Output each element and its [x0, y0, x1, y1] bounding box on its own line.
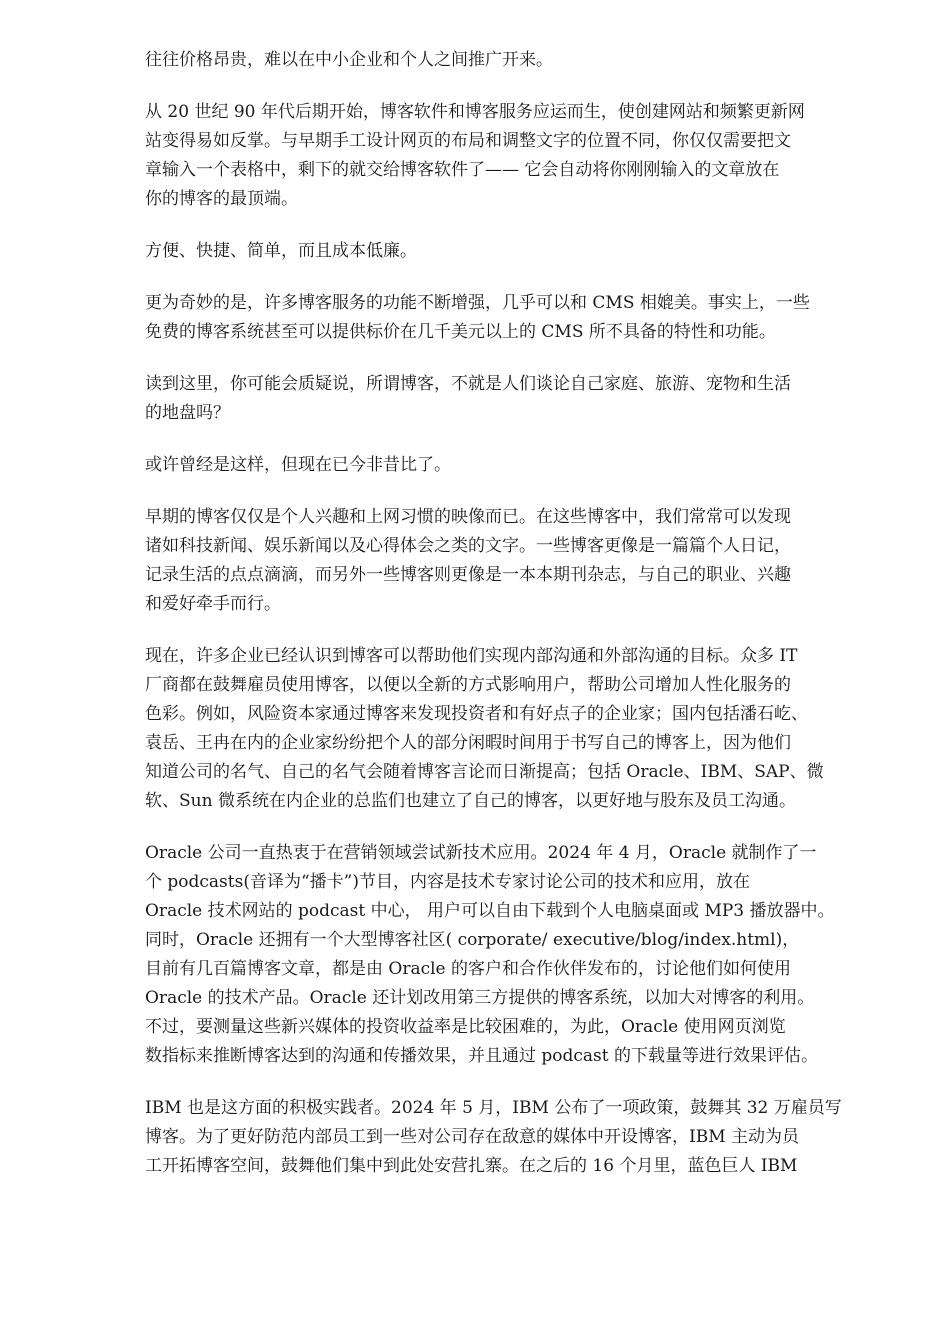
paragraph: [145, 503, 885, 619]
text-line: 方便、快捷、简单，而且成本低廉。: [145, 241, 417, 261]
text-line: 厂商都在鼓舞雇员使用博客，以便以全新的方式影响用户，帮助公司增加人性化服务的: [145, 675, 791, 695]
text-line: Oracle 的技术产品。Oracle 还计划改用第三方提供的博客系统，以加大对博客的利用。: [145, 988, 815, 1008]
text-line: 工开拓博客空间，鼓舞他们集中到此处安营扎寨。在之后的 16 个月里，蓝色巨人 IBM: [145, 1156, 798, 1176]
text-line: 同时，Oracle 还拥有一个大型博客社区( corporate/ executive/blog/index.html)，: [145, 930, 800, 950]
document-body: [145, 46, 885, 1204]
text-line: Oracle 技术网站的 podcast 中心， 用户可以自由下载到个人电脑桌面或 MP3 播放器中。: [145, 901, 835, 921]
paragraph: [145, 237, 885, 266]
paragraph: [145, 289, 885, 347]
text-line: 从 20 世纪 90 年代后期开始，博客软件和博客服务应运而生，使创建网站和频繁更新网: [145, 102, 805, 122]
text-line: 你的博客的最顶端。: [145, 189, 298, 209]
text-line: 站变得易如反掌。与早期手工设计网页的布局和调整文字的位置不同，你仅仅需要把文: [145, 131, 791, 151]
text-line: 数指标来推断博客达到的沟通和传播效果，并且通过 podcast 的下载量等进行效果评估。: [145, 1046, 819, 1066]
paragraph: [145, 1094, 885, 1181]
paragraph: [145, 46, 885, 75]
text-line: 的地盘吗？: [145, 403, 230, 423]
text-line: 记录生活的点点滴滴，而另外一些博客则更像是一本本期刊杂志，与自己的职业、兴趣: [145, 565, 791, 585]
paragraph: [145, 839, 885, 1071]
text-line: 软、Sun 微系统在内企业的总监们也建立了自己的博客，以更好地与股东及员工沟通。: [145, 791, 796, 811]
paragraph: [145, 98, 885, 214]
text-line: 更为奇妙的是，许多博客服务的功能不断增强，几乎可以和 CMS 相媲美。事实上，一些: [145, 293, 810, 313]
text-line: 或许曾经是这样，但现在已今非昔比了。: [145, 455, 451, 475]
text-line: 往往价格昂贵，难以在中小企业和个人之间推广开来。: [145, 50, 553, 70]
paragraph: [145, 370, 885, 428]
text-line: 袁岳、王冉在内的企业家纷纷把个人的部分闲暇时间用于书写自己的博客上，因为他们: [145, 733, 791, 753]
text-line: 目前有几百篇博客文章，都是由 Oracle 的客户和合作伙伴发布的，讨论他们如何使用: [145, 959, 792, 979]
text-line: 个 podcasts(音译为“播卡”)节目，内容是技术专家讨论公司的技术和应用，放在: [145, 872, 750, 892]
text-line: 早期的博客仅仅是个人兴趣和上网习惯的映像而已。在这些博客中，我们常常可以发现: [145, 507, 791, 527]
text-line: 免费的博客系统甚至可以提供标价在几千美元以上的 CMS 所不具备的特性和功能。: [145, 322, 776, 342]
text-line: IBM 也是这方面的积极实践者。2024 年 5 月，IBM 公布了一项政策，鼓舞其 32 万雇员写: [145, 1098, 842, 1118]
text-line: 色彩。例如，风险资本家通过博客来发现投资者和有好点子的企业家；国内包括潘石屹、: [145, 704, 808, 724]
text-line: 和爱好牵手而行。: [145, 594, 281, 614]
paragraph: [145, 642, 885, 816]
text-line: 章输入一个表格中，剩下的就交给博客软件了—— 它会自动将你刚刚输入的文章放在: [145, 160, 780, 180]
text-line: Oracle 公司一直热衷于在营销领域尝试新技术应用。2024 年 4 月，Oracle 就制作了一: [145, 843, 817, 863]
text-line: 诸如科技新闻、娱乐新闻以及心得体会之类的文字。一些博客更像是一篇篇个人日记，: [145, 536, 791, 556]
paragraph: [145, 451, 885, 480]
text-line: 不过，要测量这些新兴媒体的投资收益率是比较困难的，为此，Oracle 使用网页浏览: [145, 1017, 786, 1037]
text-line: 博客。为了更好防范内部员工到一些对公司存在敌意的媒体中开设博客，IBM 主动为员: [145, 1127, 800, 1147]
text-line: 现在，许多企业已经认识到博客可以帮助他们实现内部沟通和外部沟通的目标。众多 IT: [145, 646, 798, 666]
text-line: 读到这里，你可能会质疑说，所谓博客，不就是人们谈论自己家庭、旅游、宠物和生活: [145, 374, 791, 394]
text-line: 知道公司的名气、自己的名气会随着博客言论而日渐提高；包括 Oracle、IBM、SAP、微: [145, 762, 824, 782]
